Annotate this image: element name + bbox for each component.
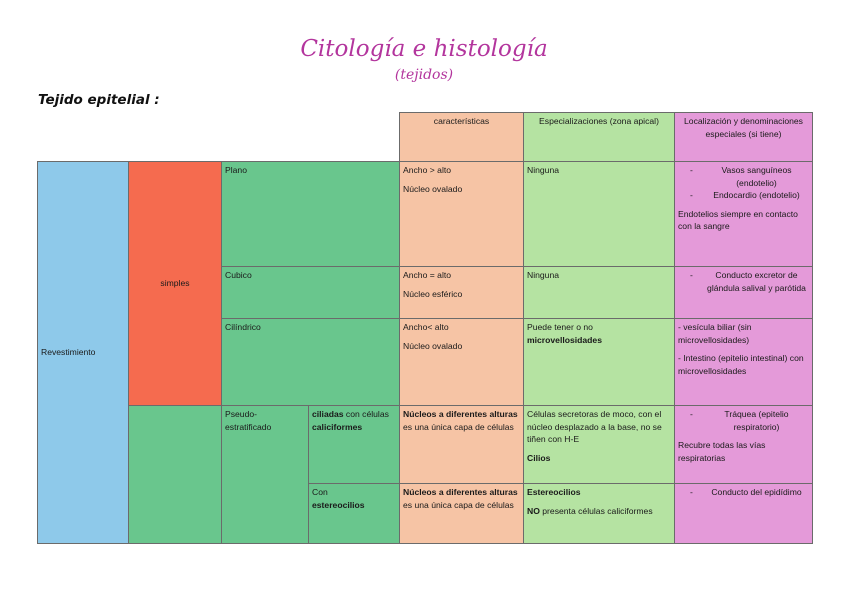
category-simples: simples xyxy=(129,162,222,406)
car-pseudo-estereocilios-bold: Núcleos a diferentes alturas xyxy=(403,487,518,497)
header-especializaciones: Especializaciones (zona apical) xyxy=(524,113,675,162)
loc-pseudo-estereocilios-list xyxy=(678,486,809,499)
esp-pseudo-estereocilios-p2 xyxy=(527,505,671,518)
sub-ciliadas-bold1: ciliadas xyxy=(312,409,344,419)
loc-plano-note: Endotelios siempre en contacto con la sangre xyxy=(678,208,798,231)
loc-pseudo-estereocilios xyxy=(675,484,813,544)
car-plano-2: Núcleo ovalado xyxy=(403,183,463,194)
esp-pseudo-estereocilios-rest: presenta células caliciformes xyxy=(542,505,653,516)
loc-cilindrico xyxy=(675,319,813,406)
car-pseudo-estereocilios-rest: es una única capa de células xyxy=(403,499,514,510)
sub-estereocilios-bold: estereocilios xyxy=(312,499,365,510)
esp-cilindrico-pre: Puede tener o no xyxy=(527,322,593,332)
esp-pseudo-estereocilios xyxy=(524,484,675,544)
esp-cubico: Ninguna xyxy=(524,267,675,319)
loc-cilindrico-1: - vesícula biliar (sin microvellosidades) xyxy=(678,322,752,345)
sub-ciliadas-mid: con células xyxy=(345,409,389,419)
esp-pseudo-ciliadas-text: Células secretoras de moco, con el núcleo desplazado a la base, no se tiñen con H-E xyxy=(527,409,662,444)
label-cilindrico: Cilíndrico xyxy=(222,319,400,406)
epithelial-table xyxy=(37,112,813,544)
esp-pseudo-estereocilios-bold2: NO xyxy=(527,505,540,516)
esp-pseudo-ciliadas xyxy=(524,406,675,484)
esp-cilindrico xyxy=(524,319,675,406)
row-pseudo-ciliadas xyxy=(38,406,813,484)
loc-cilindrico-2: - Intestino (epitelio intestinal) con microvellosidades xyxy=(678,353,804,376)
loc-plano xyxy=(675,162,813,267)
loc-cubico-list xyxy=(678,269,809,294)
esp-cilindrico-bold: microvellosidades xyxy=(527,334,602,345)
loc-cubico xyxy=(675,267,813,319)
label-cubico: Cubico xyxy=(222,267,400,319)
esp-pseudo-estereocilios-bold1: Estereocilios xyxy=(527,487,581,497)
loc-pseudo-ciliadas xyxy=(675,406,813,484)
sub-ciliadas xyxy=(309,406,400,484)
page-title: Citología e histología xyxy=(300,36,548,62)
label-pseudo: Pseudo-estratificado xyxy=(222,406,309,544)
loc-plano-item-1: - Vasos sanguíneos (endotelio) xyxy=(690,164,809,189)
esp-pseudo-estereocilios-p1 xyxy=(527,486,671,499)
car-cubico xyxy=(400,267,524,319)
loc-cubico-item-1: - Conducto excretor de glándula salival y parótida xyxy=(690,269,809,294)
car-pseudo-ciliadas-rest: es una única capa de células xyxy=(403,421,514,432)
category-revestimiento: Revestimiento xyxy=(38,162,129,544)
sub-ciliadas-bold2: caliciformes xyxy=(312,421,363,432)
car-cubico-2: Núcleo esférico xyxy=(403,288,463,299)
car-pseudo-ciliadas-bold: Núcleos a diferentes alturas xyxy=(403,409,518,419)
loc-pseudo-estereocilios-item-1: - Conducto del epidídimo xyxy=(690,486,809,499)
row-plano xyxy=(38,162,813,267)
car-cilindrico-1: Ancho< alto xyxy=(403,322,449,332)
esp-pseudo-ciliadas-bold: Cilios xyxy=(527,452,551,463)
header-row xyxy=(38,113,813,162)
page-subtitle: (tejidos) xyxy=(394,67,454,83)
sub-estereocilios-pre: Con xyxy=(312,487,328,497)
label-plano: Plano xyxy=(222,162,400,267)
car-cilindrico xyxy=(400,319,524,406)
sub-estereocilios xyxy=(309,484,400,544)
loc-pseudo-ciliadas-note: Recubre todas las vías respiratorias xyxy=(678,440,766,463)
loc-plano-item-2: - Endocardio (endotelio) xyxy=(690,189,809,202)
esp-plano: Ninguna xyxy=(524,162,675,267)
loc-pseudo-ciliadas-list xyxy=(678,408,809,433)
car-pseudo-ciliadas xyxy=(400,406,524,484)
header-localizacion: Localización y denominaciones especiales (si tiene) xyxy=(675,113,813,162)
section-heading: Tejido epitelial : xyxy=(38,92,160,108)
car-pseudo-estereocilios xyxy=(400,484,524,544)
car-cilindrico-2: Núcleo ovalado xyxy=(403,340,463,351)
car-plano xyxy=(400,162,524,267)
loc-pseudo-ciliadas-item-1: - Tráquea (epitelio respiratorio) xyxy=(690,408,809,433)
header-caracteristicas: características xyxy=(400,113,524,162)
loc-plano-list xyxy=(678,164,809,202)
car-cubico-1: Ancho = alto xyxy=(403,270,452,280)
car-plano-1: Ancho > alto xyxy=(403,165,452,175)
